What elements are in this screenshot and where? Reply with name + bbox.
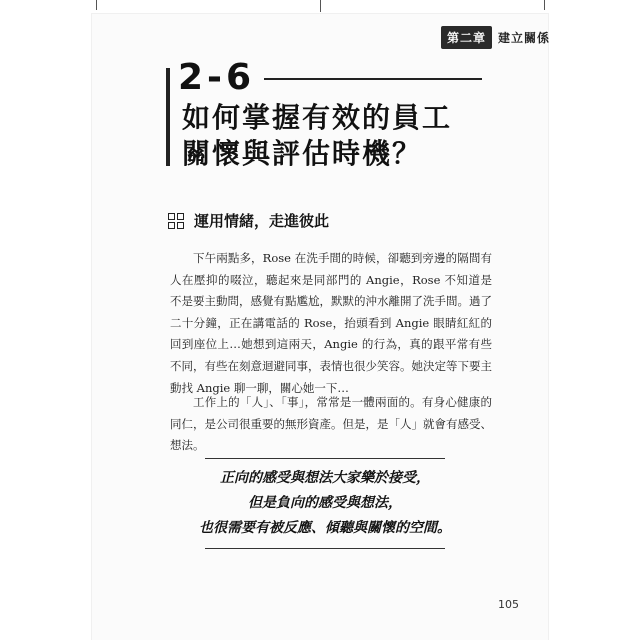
quote-line: 也很需要有被反應、傾聽與關懷的空間。 <box>199 520 451 536</box>
grid-squares-icon <box>168 213 184 229</box>
crop-mark <box>320 0 321 12</box>
quote-line: 正向的感受與想法大家樂於接受， <box>220 470 430 486</box>
section-number: 2-6 <box>178 57 256 98</box>
paragraph-text: 下午兩點多，Rose 在洗手間的時候，卻聽到旁邊的隔間有人在壓抑的啜泣，聽起來是同部門的 Angie，Rose 不知道是不是要主動問，感覺有點尷尬，默默的沖水離開了洗手間。過了二十分鐘，正在講電話的 Rose，抬頭看到 Angie 眼睛紅紅的回到座位上…她想到這兩天，Angie 的行為，真的跟平常有些不同，有些在刻意迴避同事，表情也很少笑容。她決定等下要主動找 Angie 聊一聊，關心她一下… <box>170 251 492 395</box>
crop-mark <box>544 0 545 10</box>
chapter-number: 第二章 <box>441 26 492 49</box>
body-paragraph <box>170 248 492 399</box>
subheading-text: 運用情緒，走進彼此 <box>194 212 330 230</box>
quote-rule-bottom <box>205 548 445 549</box>
body-paragraph <box>170 392 492 457</box>
title-accent-bar <box>166 68 170 166</box>
quote-line: 但是負向的感受與想法， <box>248 495 402 511</box>
quote-rule-top <box>205 458 445 459</box>
chapter-name: 建立關係 <box>498 30 551 45</box>
chapter-tab <box>441 26 550 48</box>
subheading <box>168 210 329 231</box>
section-title <box>182 100 502 172</box>
section-title-line: 如何掌握有效的員工 <box>182 101 453 134</box>
section-title-line: 關懷與評估時機？ <box>182 137 423 170</box>
paragraph-text: 工作上的「人」、「事」，常常是一體兩面的。有身心健康的同仁，是公司很重要的無形資產。但是，是「人」就會有感受、想法。 <box>170 395 492 453</box>
pull-quote <box>180 466 470 541</box>
section-rule <box>264 78 482 80</box>
crop-mark <box>96 0 97 10</box>
page-number: 105 <box>498 598 519 611</box>
